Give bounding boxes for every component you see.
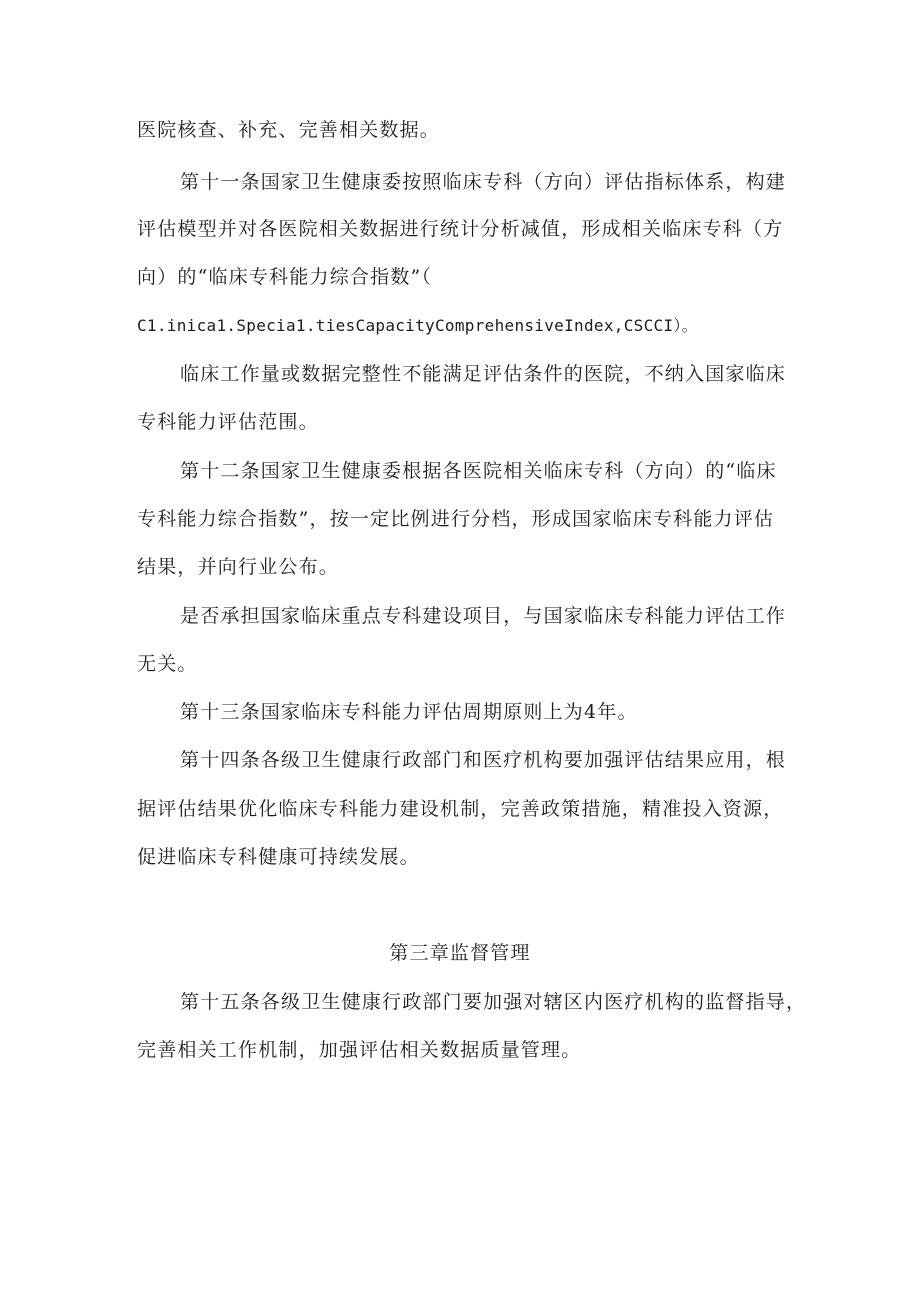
- article-11-line: 评估模型并对各医院相关数据进行统计分析减值，形成相关临床专科（方: [137, 218, 784, 240]
- article-15-line: 完善相关工作机制，加强评估相关数据质量管理。: [137, 1039, 582, 1061]
- paragraph-line: 是否承担国家临床重点专科建设项目，与国家临床专科能力评估工作: [180, 605, 787, 627]
- article-14-line: 促进临床专科健康可持续发展。: [137, 846, 420, 868]
- paragraph-line: 专科能力评估范围。: [137, 411, 319, 433]
- article-12-line: 第十二条国家卫生健康委根据各医院相关临床专科（方向）的“临床: [180, 460, 777, 482]
- article-14-line: 第十四条各级卫生健康行政部门和医疗机构要加强评估结果应用，根: [180, 749, 787, 771]
- paragraph-line: 医院核查、补充、完善相关数据。: [137, 119, 441, 141]
- article-12-line: 专科能力综合指数”，按一定比例进行分档，形成国家临床专科能力评估: [137, 508, 775, 530]
- article-12-line: 结果，并向行业公布。: [137, 556, 340, 578]
- article-11-line: 第十一条国家卫生健康委按照临床专科（方向）评估指标体系，构建: [180, 171, 787, 193]
- paragraph-line: 无关。: [137, 653, 198, 675]
- article-14-line: 据评估结果优化临床专科能力建设机制，完善政策措施，精准投入资源，: [137, 798, 784, 820]
- article-15-line: 第十五条各级卫生健康行政部门要加强对辖区内医疗机构的监督指导，: [180, 991, 807, 1013]
- paragraph-line: 临床工作量或数据完整性不能满足评估条件的医院，不纳入国家临床: [180, 363, 787, 385]
- article-11-index-line: C1.inica1.Specia1.tiesCapacityComprehensiveIndex,CSCCI）。: [137, 316, 698, 335]
- chapter-heading: 第三章监督管理: [389, 942, 531, 964]
- article-11-line: 向）的“临床专科能力综合指数”（: [137, 266, 433, 288]
- article-13-line: 第十三条国家临床专科能力评估周期原则上为4年。: [180, 701, 638, 723]
